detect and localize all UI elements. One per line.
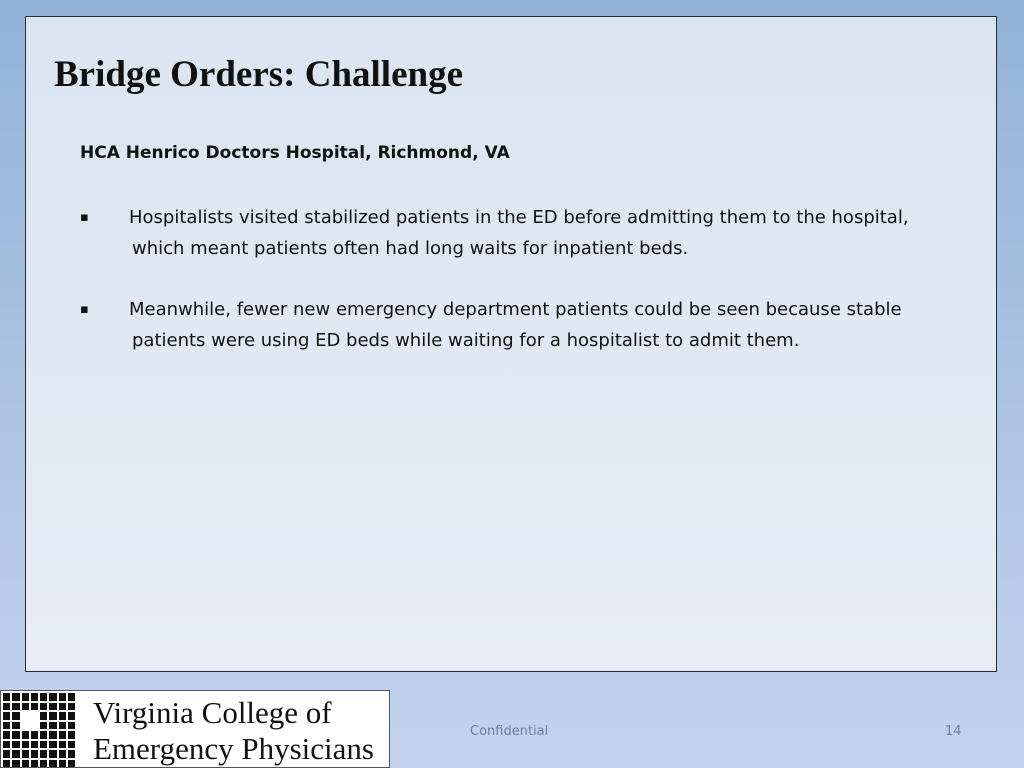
- bullet-list: [80, 202, 960, 386]
- grid-logo-icon: [1, 691, 77, 768]
- confidential-label: Confidential: [470, 724, 549, 739]
- logo-line-2: Emergency Physicians: [93, 731, 374, 766]
- vcep-logo: [0, 690, 390, 768]
- hospital-subtitle: HCA Henrico Doctors Hospital, Richmond, VA: [80, 143, 510, 163]
- logo-line-1: Virginia College of: [93, 695, 332, 730]
- logo-wordmark: [93, 695, 374, 767]
- bullet-item: [80, 294, 960, 356]
- bullet-square-icon: ▪: [80, 302, 89, 317]
- bullet-square-icon: ▪: [80, 210, 89, 225]
- slide-title: Bridge Orders: Challenge: [54, 54, 464, 95]
- bullet-text: Hospitalists visited stabilized patients in the ED before admitting them to the hospital, which meant patients often had long waits for inpatient beds.: [129, 207, 909, 259]
- page-number: 14: [945, 724, 962, 739]
- slide-content-panel: [25, 16, 997, 672]
- bullet-text: Meanwhile, fewer new emergency department patients could be seen because stable patients were using ED beds while waiting for a hospitalist to admit them.: [129, 299, 902, 351]
- bullet-item: [80, 202, 960, 264]
